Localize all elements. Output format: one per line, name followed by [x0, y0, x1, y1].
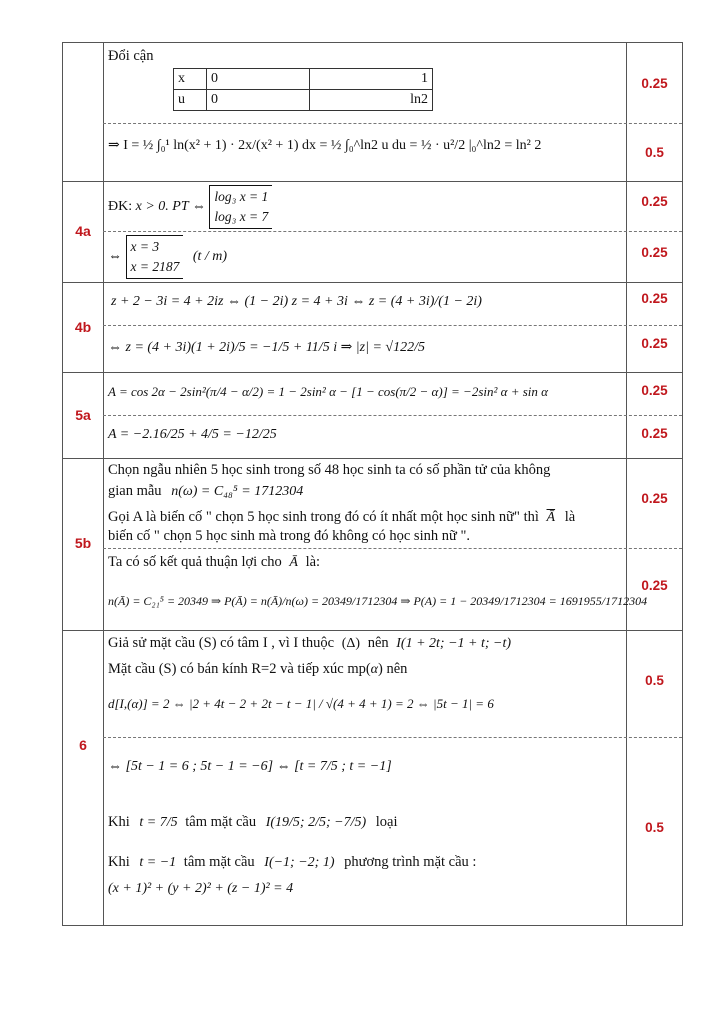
- text-line: [108, 508, 575, 527]
- solution-cell: [103, 282, 626, 325]
- text-segment: Khi: [108, 854, 130, 870]
- case-line: log₃ x = 7: [214, 209, 269, 224]
- text-segment: Giả sử mặt cầu (S) có tâm I , vì I thuộc: [108, 635, 335, 651]
- text-segment: nên: [367, 635, 389, 651]
- score-cell: 0.5: [645, 820, 664, 835]
- formula: $\overline{Ā}$: [546, 510, 556, 525]
- case-line: x = 2187: [130, 259, 180, 274]
- text-segment: Gọi A là biến cố " chọn 5 học sinh trong đó có ít nhất một học sinh nữ" thì: [108, 509, 539, 525]
- formula: (Δ): [341, 636, 361, 651]
- case-line: log₃ x = 1: [214, 189, 269, 204]
- formula: A = −2.16/25 + 4/5 = −12/25: [108, 427, 277, 442]
- solution-cell: [103, 181, 626, 231]
- solution-cell: [103, 372, 626, 415]
- answer-key-table: [62, 42, 683, 926]
- table-cell: u: [174, 90, 207, 111]
- table-row: [174, 90, 433, 111]
- formula: t = −1: [139, 855, 177, 870]
- formula: I(−1; −2; 1): [264, 855, 335, 870]
- table-row: [174, 69, 433, 90]
- text-line: biến cố " chọn 5 học sinh mà trong đó không có học sinh nữ ".: [108, 528, 471, 544]
- table-cell: ln2: [310, 90, 433, 111]
- solution-cell: [103, 548, 648, 630]
- score-cell: 0.25: [641, 194, 668, 209]
- formula: d[I,(α)] = 2 ⇔ |2 + 4t − 2 + 2t − t − 1| / √(4 + 4 + 1) = 2 ⇔ |5t − 1| = 6: [108, 696, 494, 711]
- text-segment: tâm mặt cầu: [183, 854, 255, 870]
- text-segment: là: [564, 509, 576, 525]
- text-segment: gian mẫu: [108, 483, 162, 499]
- formula-text: ⇒ I = ½ ∫₀¹ ln(x² + 1) · 2x/(x² + 1) dx = ½ ∫₀^ln2 u du = ½ · u²/2 |₀^ln2 = ln² 2: [108, 138, 542, 153]
- score-cell: 0.25: [641, 336, 668, 351]
- solution-cell: [103, 43, 626, 123]
- score-cell: 0.25: [641, 491, 668, 506]
- column-divider: [626, 43, 627, 925]
- formula: [108, 137, 541, 154]
- formula: Ā: [289, 555, 298, 570]
- text-line: Chọn ngẫu nhiên 5 học sinh trong số 48 học sinh ta có số phần tử của không: [108, 462, 551, 478]
- solution-cell: [103, 737, 626, 927]
- solution-cell: [103, 458, 626, 548]
- text-line: [108, 482, 303, 501]
- solution-cell: [103, 325, 626, 372]
- score-cell: 0.25: [641, 426, 668, 441]
- text-segment: phương trình mặt cầu :: [344, 854, 477, 870]
- formula: ⇔ x = 3 x = 2187 (t / m): [108, 235, 227, 279]
- bounds-table: [173, 68, 433, 111]
- solution-cell: [103, 123, 626, 181]
- formula: I(19/5; 2/5; −7/5): [265, 815, 367, 830]
- solution-cell: [103, 415, 626, 458]
- text-line: [108, 660, 407, 679]
- text-segment: loại: [375, 814, 398, 830]
- formula-prefix: ĐK:: [108, 199, 133, 214]
- text-segment: tâm mặt cầu: [185, 814, 257, 830]
- table-cell: 1: [310, 69, 433, 90]
- case-bracket: [209, 185, 272, 229]
- question-number: 5b: [74, 535, 92, 551]
- formula: ⇔ z = (4 + 3i)(1 + 2i)/5 = −1/5 + 11/5 i ⇒ |z| = √122/5: [108, 340, 425, 355]
- question-number: 6: [79, 737, 87, 753]
- score-cell: 0.25: [641, 291, 668, 306]
- text-segment: Khi: [108, 814, 130, 830]
- case-bracket: [126, 235, 184, 279]
- text-segment: Mặt cầu (S) có bán kính R=2 và tiếp xúc mp(: [108, 661, 371, 677]
- score-cell: 0.25: [641, 383, 668, 398]
- score-cell: 0.25: [641, 245, 668, 260]
- formula: I(1 + 2t; −1 + t; −t): [396, 636, 512, 651]
- text-line: [108, 634, 511, 653]
- solution-cell: [103, 231, 626, 282]
- formula: A = cos 2α − 2sin²(π/4 − α/2) = 1 − 2sin² α − [1 − cos(π/2 − α)] = −2sin² α + sin α: [108, 384, 548, 399]
- formula: [108, 185, 272, 229]
- formula: (x + 1)² + (y + 2)² + (z − 1)² = 4: [108, 881, 294, 896]
- formula: z + 2 − 3i = 4 + 2iz ⇔ (1 − 2i) z = 4 + 3i ⇔ z = (4 + 3i)/(1 − 2i): [111, 294, 482, 309]
- formula: α: [370, 662, 379, 677]
- text-line: [108, 553, 320, 572]
- formula: t = 7/5: [139, 815, 178, 830]
- score-cell: 0.5: [645, 673, 664, 688]
- solution-cell: [103, 630, 626, 737]
- question-number: 4a: [75, 223, 91, 239]
- formula-text: x > 0. PT ⇔: [135, 199, 206, 214]
- formula: ⇔ [5t − 1 = 6 ; 5t − 1 = −6] ⇔ [t = 7/5 ; t = −1]: [108, 759, 392, 774]
- text-segment: là:: [305, 554, 321, 570]
- table-cell: x: [174, 69, 207, 90]
- table-cell: 0: [207, 69, 310, 90]
- formula: n(Ā) = C₂₁⁵ = 20349 ⇒ P(Ā) = n(Ā)/n(ω) = 20349/1712304 ⇒ P(A) = 1 − 20349/1712304 = 1691955/1712304: [108, 594, 648, 608]
- question-number: 4b: [74, 319, 92, 335]
- text-segment: Ta có số kết quả thuận lợi cho: [108, 554, 282, 570]
- question-number: 5a: [75, 407, 91, 423]
- formula-note: (t / m): [192, 249, 228, 264]
- formula: n(ω) = C₄₈⁵ = 1712304: [171, 484, 304, 499]
- text-segment: ) nên: [378, 661, 408, 677]
- score-cell: 0.25: [641, 578, 668, 593]
- score-cell: 0.25: [641, 76, 668, 91]
- case-line: x = 3: [130, 239, 160, 254]
- text-line: [108, 853, 476, 872]
- section-heading: Đổi cận: [108, 48, 154, 64]
- text-line: [108, 813, 398, 832]
- score-cell: 0.5: [645, 145, 664, 160]
- table-cell: 0: [207, 90, 310, 111]
